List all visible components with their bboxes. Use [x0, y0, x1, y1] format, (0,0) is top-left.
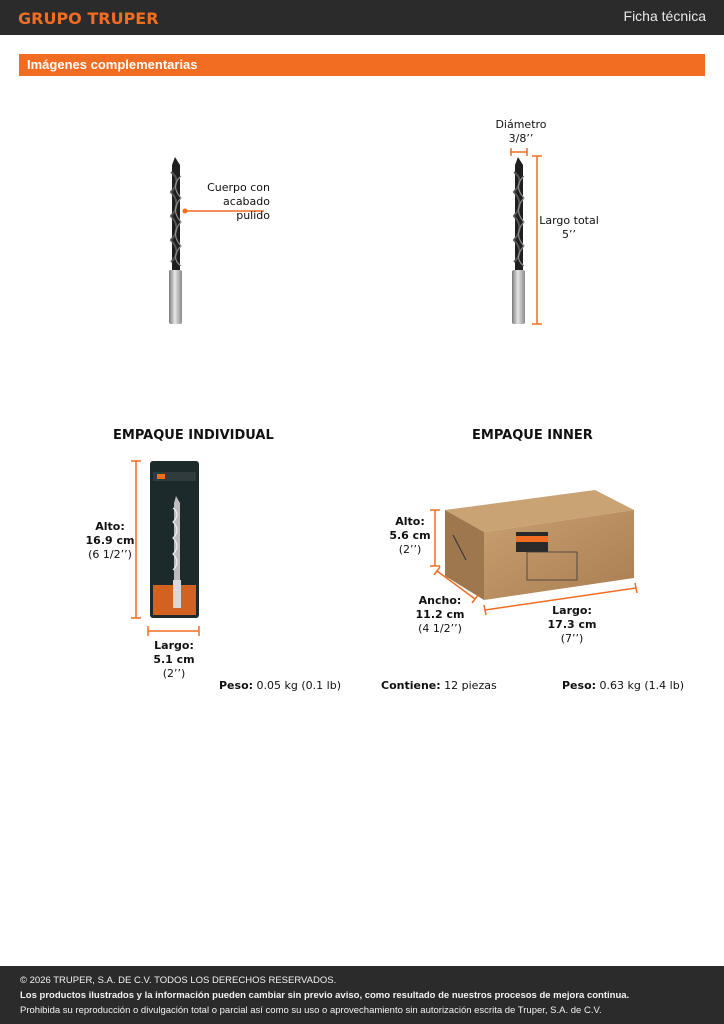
inner-contents: Contiene: 12 piezas: [381, 679, 497, 692]
legal-text: Prohibida su reproducción o divulgación total o parcial así como su uso o aprovechamiento sin autorización escrita de Truper, S.A. de C.V.: [20, 1005, 602, 1016]
total-length-label: Largo total 5’’: [539, 214, 599, 241]
copyright-text: © 2026 TRUPER, S.A. DE C.V. TODOS LOS DERECHOS RESERVADOS.: [20, 975, 337, 986]
inner-box-image: [445, 490, 634, 600]
blister-pack-image: [150, 461, 199, 618]
individual-length-label: Largo: 5.1 cm (2’’): [153, 639, 195, 680]
inner-height-label: Alto: 5.6 cm (2’’): [389, 515, 431, 556]
document-type: Ficha técnica: [623, 8, 706, 24]
section-title: Imágenes complementarias: [27, 57, 198, 72]
diameter-label: Diámetro 3/8’’: [495, 118, 547, 145]
individual-pack-heading: EMPAQUE INDIVIDUAL: [113, 428, 274, 443]
finish-annotation: Cuerpo con acabado pulido: [207, 181, 270, 222]
drill-bit-image-left: [169, 157, 182, 324]
inner-length-label: Largo: 17.3 cm (7’’): [547, 604, 597, 645]
notice-text: Los productos ilustrados y la información pueden cambiar sin previo aviso, como resultado de nuestros procesos de mejora continua.: [20, 990, 630, 1001]
individual-height-label: Alto: 16.9 cm (6 1/2’’): [85, 520, 135, 561]
individual-weight: Peso: 0.05 kg (0.1 lb): [219, 679, 341, 692]
page-footer: [0, 966, 724, 1024]
drill-bit-image-right: [512, 157, 525, 324]
inner-pack-heading: EMPAQUE INNER: [472, 428, 593, 443]
inner-width-label: Ancho: 11.2 cm (4 1/2’’): [415, 594, 465, 635]
inner-weight: Peso: 0.63 kg (1.4 lb): [562, 679, 684, 692]
brand-logo: GRUPO TRUPER: [18, 9, 159, 28]
